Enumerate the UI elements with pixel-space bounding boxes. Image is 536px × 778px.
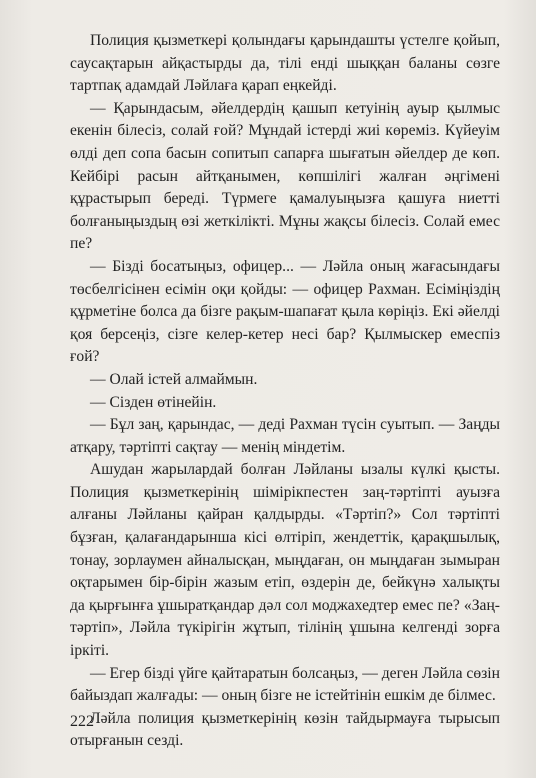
paragraph: Ләйла полиция қызметкерінің көзін тайдырмауға тырысып отырғанын сезді. [70,709,500,750]
page-body-text [70,30,500,753]
paragraph: — Егер бізді үйге қайтаратын болсаңыз, — деген Ләйла сөзін байыздап жалғады: — оның бізге не істейтінін ешкім де білмес. [70,664,500,705]
paragraph: — Сізден өтінейін. [90,393,217,411]
paragraph: — Бұл заң, қарындас, — деді Рахман түсін суытып. — Заңды атқару, тәртіпті сақтау — менің міндетім. [70,416,500,456]
paragraph: — Қарындасым, әйелдердің қашып кетуінің ауыр қылмыс екенін білесіз, солай ғой? Мұндай істерді жиі көреміз. Күйеуім өлді деп сопа басын сопитып сапарға шығатын әйелдер де көп. Кейбірі расын айтқанымен, көпшілігі жалған әңгімені құрастырып береді. Түрмеге қамалуыңызға қашуға ниетті болғаныңыздың өзі жеткілікті. Мұны жақсы білесіз. Солай емес пе? [70,99,500,253]
paragraph: Полиция қызметкері қолындағы қарындашты үстелге қойып, саусақтарын айқастырды да, тілі енді шыққан баланы сөзге тартпақ адамдай Ләйлаға қарап еңкейді. [70,32,500,95]
paragraph: Ашудан жарылардай болған Ләйланы ызалы күлкі қысты. Полиция қызметкерінің шімірікпестен заң-тәртіпті ауызға алғаны Ләйланы қайран қалдырды. «Тәртіп?» Сол тәртіпті бұзған, қалағандарынша кісі өлтіріп, жендеттік, қарақшылық, тонау, зорлаумен айналысқан, мыңдаған, он мыңдаған зымыран оқтарымен бір-бірін жазым етіп, өздерін де, бейкүнә халықты да қырғынға ұшыратқандар дәл сол моджахедтер емес пе? «Заң-тәртіп», Ләйла түкірігін жұтып, тілінің ұшына келгенді зорға іркіті. [70,461,500,660]
paragraph: — Бізді босатыңыз, офицер... — Ләйла оның жағасындағы төсбелгісінен есімін оқи қойды: — офицер Рахман. Есіміңіздің құрметіне болса да бізге рақым-шапағат қыла көріңіз. Екі әйелді қоя берсеңіз, сізге келер-кетер несі бар? Қылмыскер емеспіз ғой? [70,257,500,366]
page-number: 222 [70,713,94,730]
paragraph: — Олай істей алмаймын. [90,370,258,388]
